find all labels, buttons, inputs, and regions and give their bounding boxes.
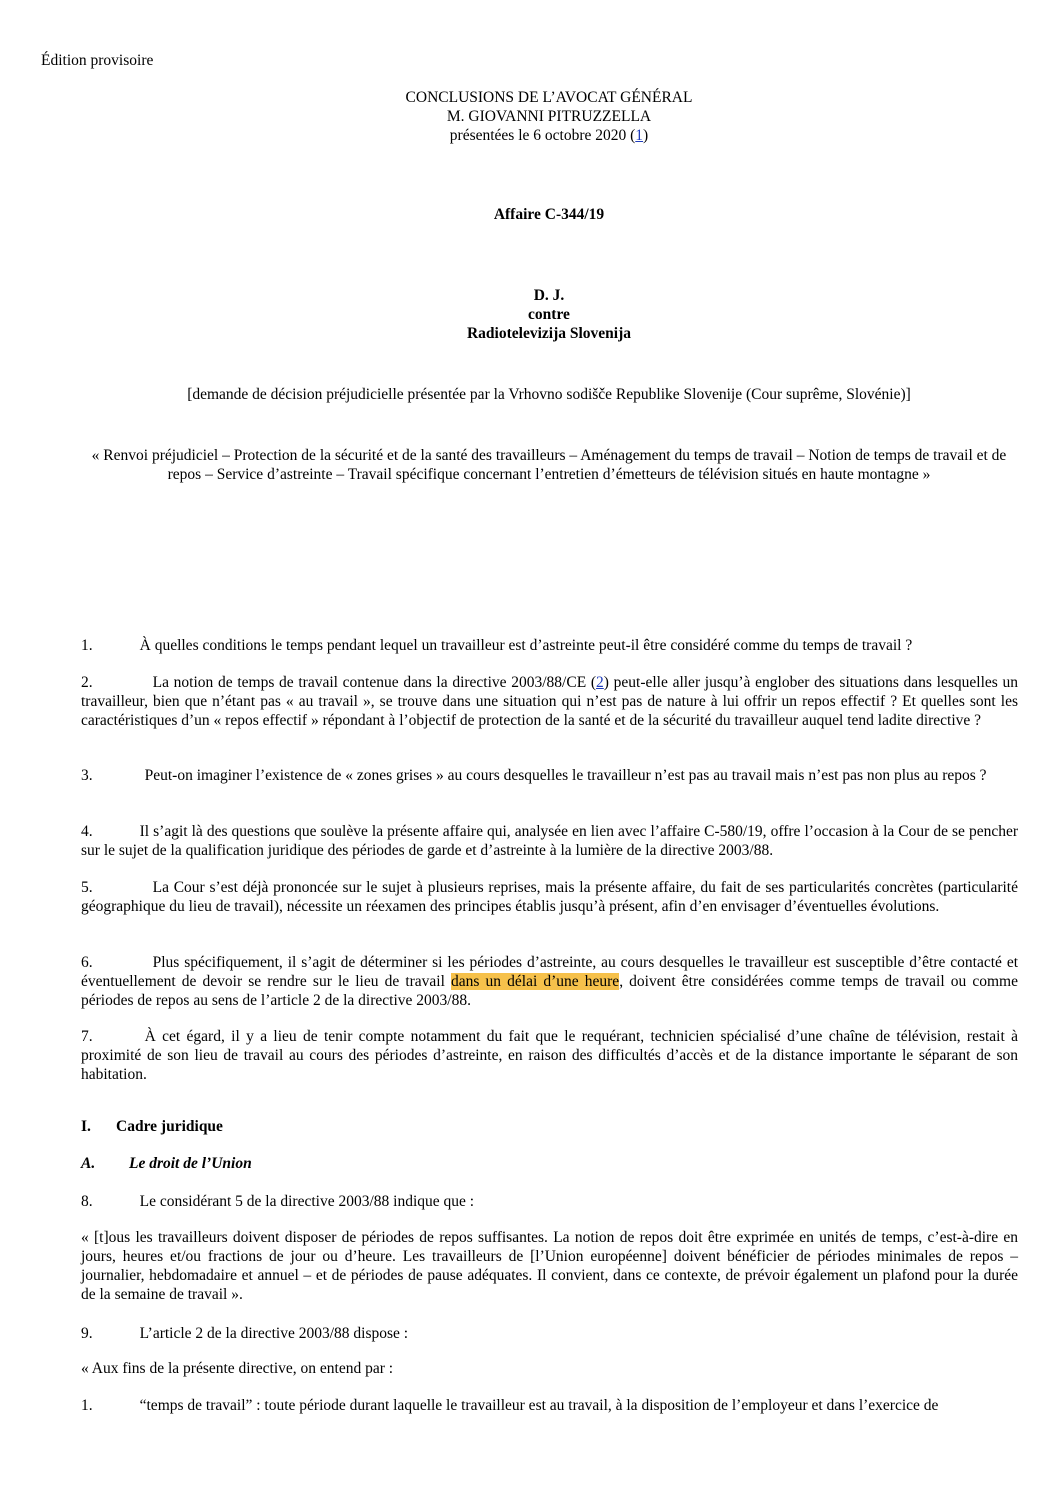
case-parties [60,286,1038,343]
definition-text: “temps de travail” : toute période durant laquelle le travailleur est au travail, à la disposition de l’employeur et dans l’exercice de [139,1397,939,1414]
paragraph-number: 8. [81,1193,93,1210]
paragraph-3 [81,766,1018,785]
paragraph-number: 3. [81,767,93,784]
paragraph-9 [81,1324,1018,1343]
section-heading-legal-framework: I. Cadre juridique [81,1118,223,1135]
paragraph-number: 6. [81,954,93,971]
definition-number: 1. [81,1397,93,1414]
paragraph-8 [81,1192,1018,1211]
paragraph-text: À cet égard, il y a lieu de tenir compte notamment du fait que le requérant, technicien spécialisé d’une chaîne de télévision, restait à proximité de son lieu de travail au cours des périodes d’astreinte, en raison des difficultés d’accès et de la distance importante le séparant de son habitation. [81,1028,1018,1083]
footnote-link-2[interactable]: 2 [596,674,604,691]
header-date: présentées le 6 octobre 2020 (1) [449,127,649,144]
paragraph-4 [81,822,1018,860]
preliminary-request: [demande de décision préjudicielle présentée par la Vrhovno sodišče Republike Slovenije (Cour suprême, Slovénie)] [187,386,911,403]
party-applicant: D. J. [533,287,565,304]
paragraph-5 [81,878,1018,916]
highlighted-text: dans un délai d’une heure [451,973,620,990]
paragraph-text: À quelles conditions le temps pendant lequel un travailleur est d’astreinte peut-il être considéré comme du temps de travail ? [139,637,913,654]
paragraph-number: 9. [81,1325,93,1342]
paragraph-7 [81,1027,1018,1084]
paragraph-number: 7. [81,1028,93,1045]
subsection-heading-union-law: A. Le droit de l’Union [81,1155,252,1172]
paragraph-text: Il s’agit là des questions que soulève la présente affaire qui, analysée en lien avec l’affaire C‑580/19, offre l’occasion à la Cour de se pencher sur le sujet de la qualification juridique des périodes de garde et d’astreinte à la lumière de la directive 2003/88. [81,823,1018,859]
document-header [60,88,1038,145]
footnote-link-1[interactable]: 1 [635,127,644,144]
quotation-article-2-intro: « Aux fins de la présente directive, on entend par : [81,1360,394,1377]
paragraph-text: La Cour s’est déjà prononcée sur le sujet à plusieurs reprises, mais la présente affaire, du fait de ses particularités concrètes (particularité géographique du lieu de travail), nécessite un réexamen des principes établis jusqu’à présent, afin d’en envisager d’éventuelles évolutions. [81,879,1018,915]
paragraph-6: 6. Plus spécifiquement, il s’agit de déterminer si les périodes d’astreinte, au cours desquelles le travailleur est susceptible d’être contacté et éventuellement de devoir se rendre sur le lieu de travail dans un délai d’une heure, doivent être considérées comme temps de travail ou comme périodes de repos au sens de l’article 2 de la directive 2003/88. [81,954,1018,1009]
paragraph-text: Peut-on imaginer l’existence de « zones grises » au cours desquelles le travailleur n’est pas au travail mais n’est pas non plus au repos ? [144,767,987,784]
paragraph-number: 1. [81,637,93,654]
header-title: CONCLUSIONS DE L’AVOCAT GÉNÉRAL [405,89,693,106]
edition-label: Édition provisoire [41,52,154,69]
header-name: M. GIOVANNI PITRUZZELLA [446,108,652,125]
paragraph-text: L’article 2 de la directive 2003/88 dispose : [139,1325,409,1342]
versus-label: contre [528,306,570,323]
paragraph-number: 2. [81,674,93,691]
definition-1 [81,1396,1018,1415]
paragraph-text: Le considérant 5 de la directive 2003/88 indique que : [139,1193,475,1210]
quotation-recital-5: « [t]ous les travailleurs doivent disposer de périodes de repos suffisantes. La notion de repos doit être exprimée en unités de temps, c’est-à-dire en jours, heures et/ou fractions de jour ou d’heure. Les travailleurs de [l’Union européenne] doivent bénéficier de périodes minimales de repos – journalier, hebdomadaire et annuel – et de périodes de pause adéquates. Il convient, dans ce contexte, de prévoir également un plafond pour la durée de la semaine de travail ». [81,1229,1018,1303]
party-defendant: Radiotelevizija Slovenija [466,325,632,342]
case-number: Affaire C‑344/19 [493,206,605,223]
paragraph-2: 2. La notion de temps de travail contenue dans la directive 2003/88/CE (2) peut-elle aller jusqu’à englober des situations dans lesquelles un travailleur, bien que n’étant pas « au travail », se trouve dans une situation qui n’est pas de nature à lui offrir un repos effectif ? Et quelles sont les caractéristiques d’un « repos effectif » répondant à l’objectif de protection de la santé et de la sécurité du travailleur auquel tend ladite directive ? [81,674,1018,729]
paragraph-number: 4. [81,823,93,840]
keywords-block: « Renvoi préjudiciel – Protection de la sécurité et de la santé des travailleurs – Aménagement du temps de travail – Notion de temps de travail et de repos – Service d’astreinte – Travail spécifique concernant l’entretien d’émetteurs de télévision situés en haute montagne » [91,447,1007,483]
paragraph-number: 5. [81,879,93,896]
paragraph-1 [81,636,1018,655]
